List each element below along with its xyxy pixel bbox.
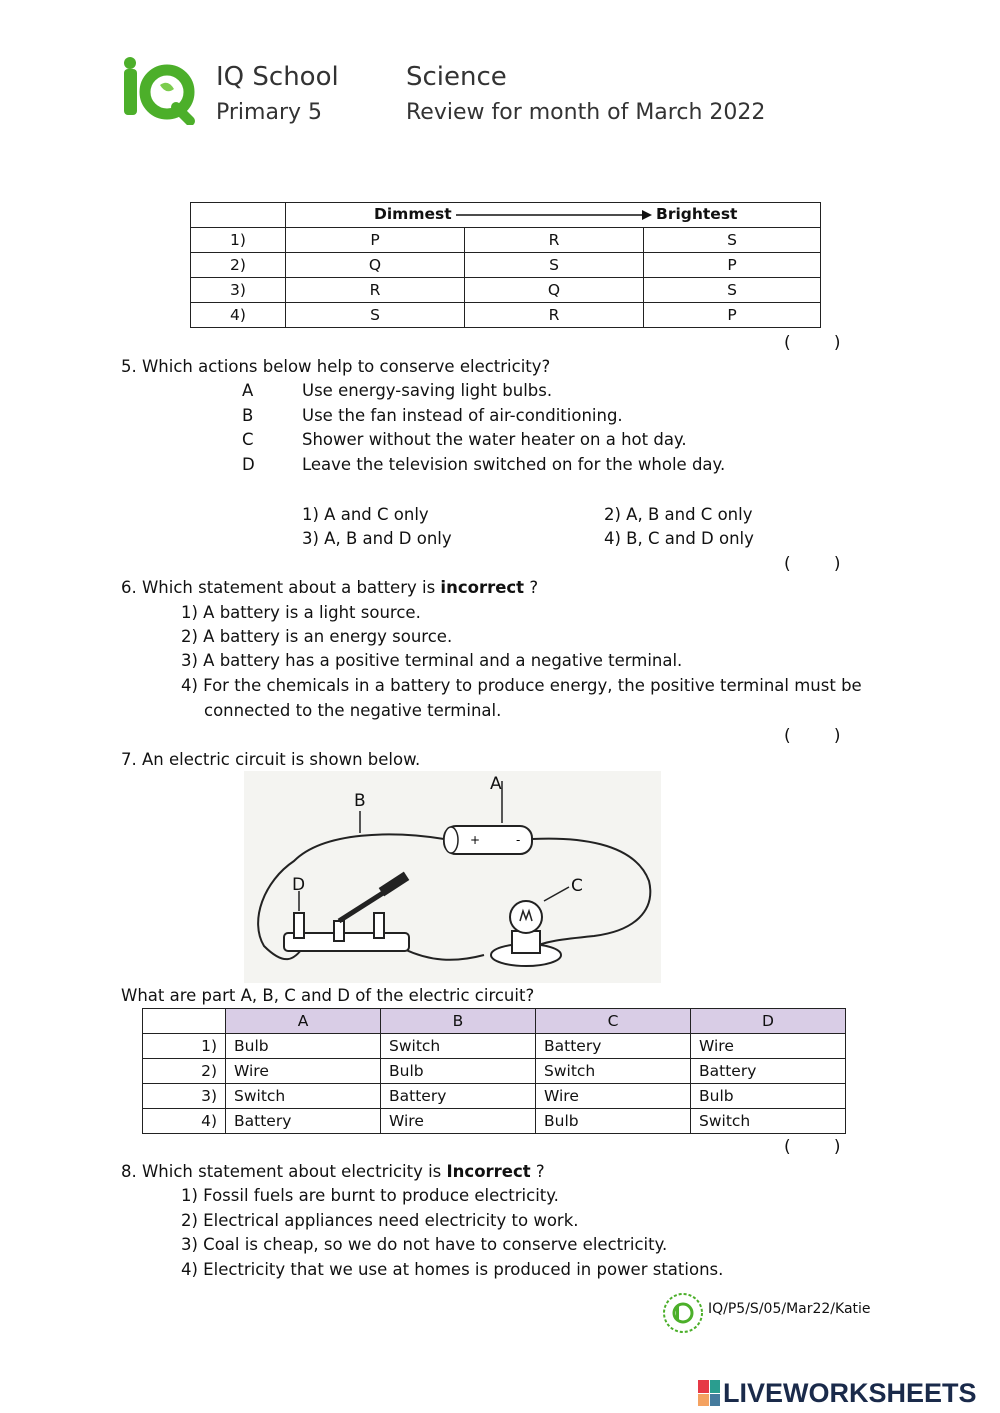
- brand-name: LIVEWORKSHEETS: [723, 1377, 977, 1408]
- q8-option: 2) Electrical appliances need electricity to work.: [181, 1211, 579, 1230]
- q5-item-text: Leave the television switched on for the whole day.: [302, 455, 726, 474]
- table-row: 1) Bulb Switch Battery Wire: [143, 1034, 846, 1059]
- table-row: 3) Switch Battery Wire Bulb: [143, 1084, 846, 1109]
- school-name: IQ School: [216, 62, 339, 92]
- subject-title: Science: [406, 62, 507, 92]
- q6-option-continued: connected to the negative terminal.: [204, 701, 502, 720]
- q6-option: 3) A battery has a positive terminal and a negative terminal.: [181, 651, 683, 670]
- q5-item-text: Use energy-saving light bulbs.: [302, 381, 553, 400]
- bulb-icon: [491, 901, 561, 966]
- answer-blank-q6[interactable]: ( ): [784, 726, 841, 746]
- diagram-label-a: A: [490, 774, 502, 794]
- diagram-label-b: B: [354, 791, 366, 811]
- answer-blank-q7[interactable]: ( ): [784, 1137, 841, 1157]
- circuit-parts-table: [142, 1008, 846, 1134]
- grade-level: Primary 5: [216, 100, 323, 125]
- answer-blank-q5[interactable]: ( ): [784, 554, 841, 574]
- academic-stamp-icon: [662, 1292, 704, 1334]
- table-row: 4) Battery Wire Bulb Switch: [143, 1109, 846, 1134]
- q7-sub-question: What are part A, B, C and D of the electric circuit?: [121, 986, 535, 1005]
- q5-item-text: Use the fan instead of air-conditioning.: [302, 406, 623, 425]
- live-badge-icon: [698, 1380, 720, 1406]
- table-row: 2) Q S P: [191, 253, 821, 278]
- table-header-row: A B C D: [143, 1009, 846, 1034]
- q8-emphasis: Incorrect: [446, 1162, 531, 1181]
- brightness-header: [286, 203, 821, 228]
- review-title: Review for month of March 2022: [406, 100, 766, 125]
- document-code: IQ/P5/S/05/Mar22/Katie: [708, 1301, 871, 1317]
- table-row: 4) S R P: [191, 303, 821, 328]
- q5-option: 4) B, C and D only: [604, 529, 754, 548]
- q5-item-text: Shower without the water heater on a hot day.: [302, 430, 687, 449]
- table-row: 1) P R S: [191, 228, 821, 253]
- q8-question: 8. Which statement about electricity is Incorrect ?: [121, 1162, 545, 1181]
- answer-blank-q4[interactable]: ( ): [784, 333, 841, 353]
- table-row: 3) R Q S: [191, 278, 821, 303]
- table-row: 2) Wire Bulb Switch Battery: [143, 1059, 846, 1084]
- q5-item-letter: D: [242, 455, 255, 474]
- q6-option: 2) A battery is an energy source.: [181, 627, 453, 646]
- dimmest-label: Dimmest: [374, 205, 452, 223]
- brightness-table: [190, 202, 821, 328]
- liveworksheets-logo[interactable]: [698, 1378, 977, 1408]
- svg-text:-: -: [516, 833, 521, 847]
- q6-option: 4) For the chemicals in a battery to produce energy, the positive terminal must be: [181, 676, 862, 695]
- diagram-label-d: D: [292, 875, 306, 895]
- brightest-label: Brightest: [656, 205, 738, 223]
- q5-item-letter: A: [242, 381, 254, 400]
- q5-option: 1) A and C only: [302, 505, 429, 524]
- school-logo: [120, 55, 195, 125]
- q8-option: 1) Fossil fuels are burnt to produce electricity.: [181, 1186, 559, 1205]
- q6-question: 6. Which statement about a battery is incorrect ?: [121, 578, 539, 597]
- q8-option: 3) Coal is cheap, so we do not have to conserve electricity.: [181, 1235, 668, 1254]
- q8-option: 4) Electricity that we use at homes is produced in power stations.: [181, 1260, 724, 1279]
- q5-option: 3) A, B and D only: [302, 529, 452, 548]
- q6-option: 1) A battery is a light source.: [181, 603, 421, 622]
- q7-question: 7. An electric circuit is shown below.: [121, 750, 421, 769]
- arrow-right-icon: [456, 209, 652, 221]
- q5-question: 5. Which actions below help to conserve electricity?: [121, 357, 551, 376]
- q5-item-letter: C: [242, 430, 254, 449]
- svg-text:+: +: [470, 833, 481, 847]
- diagram-label-c: C: [571, 876, 583, 896]
- q5-option: 2) A, B and C only: [604, 505, 753, 524]
- circuit-diagram: [244, 771, 661, 983]
- q5-item-letter: B: [242, 406, 254, 425]
- q6-emphasis: incorrect: [440, 578, 525, 597]
